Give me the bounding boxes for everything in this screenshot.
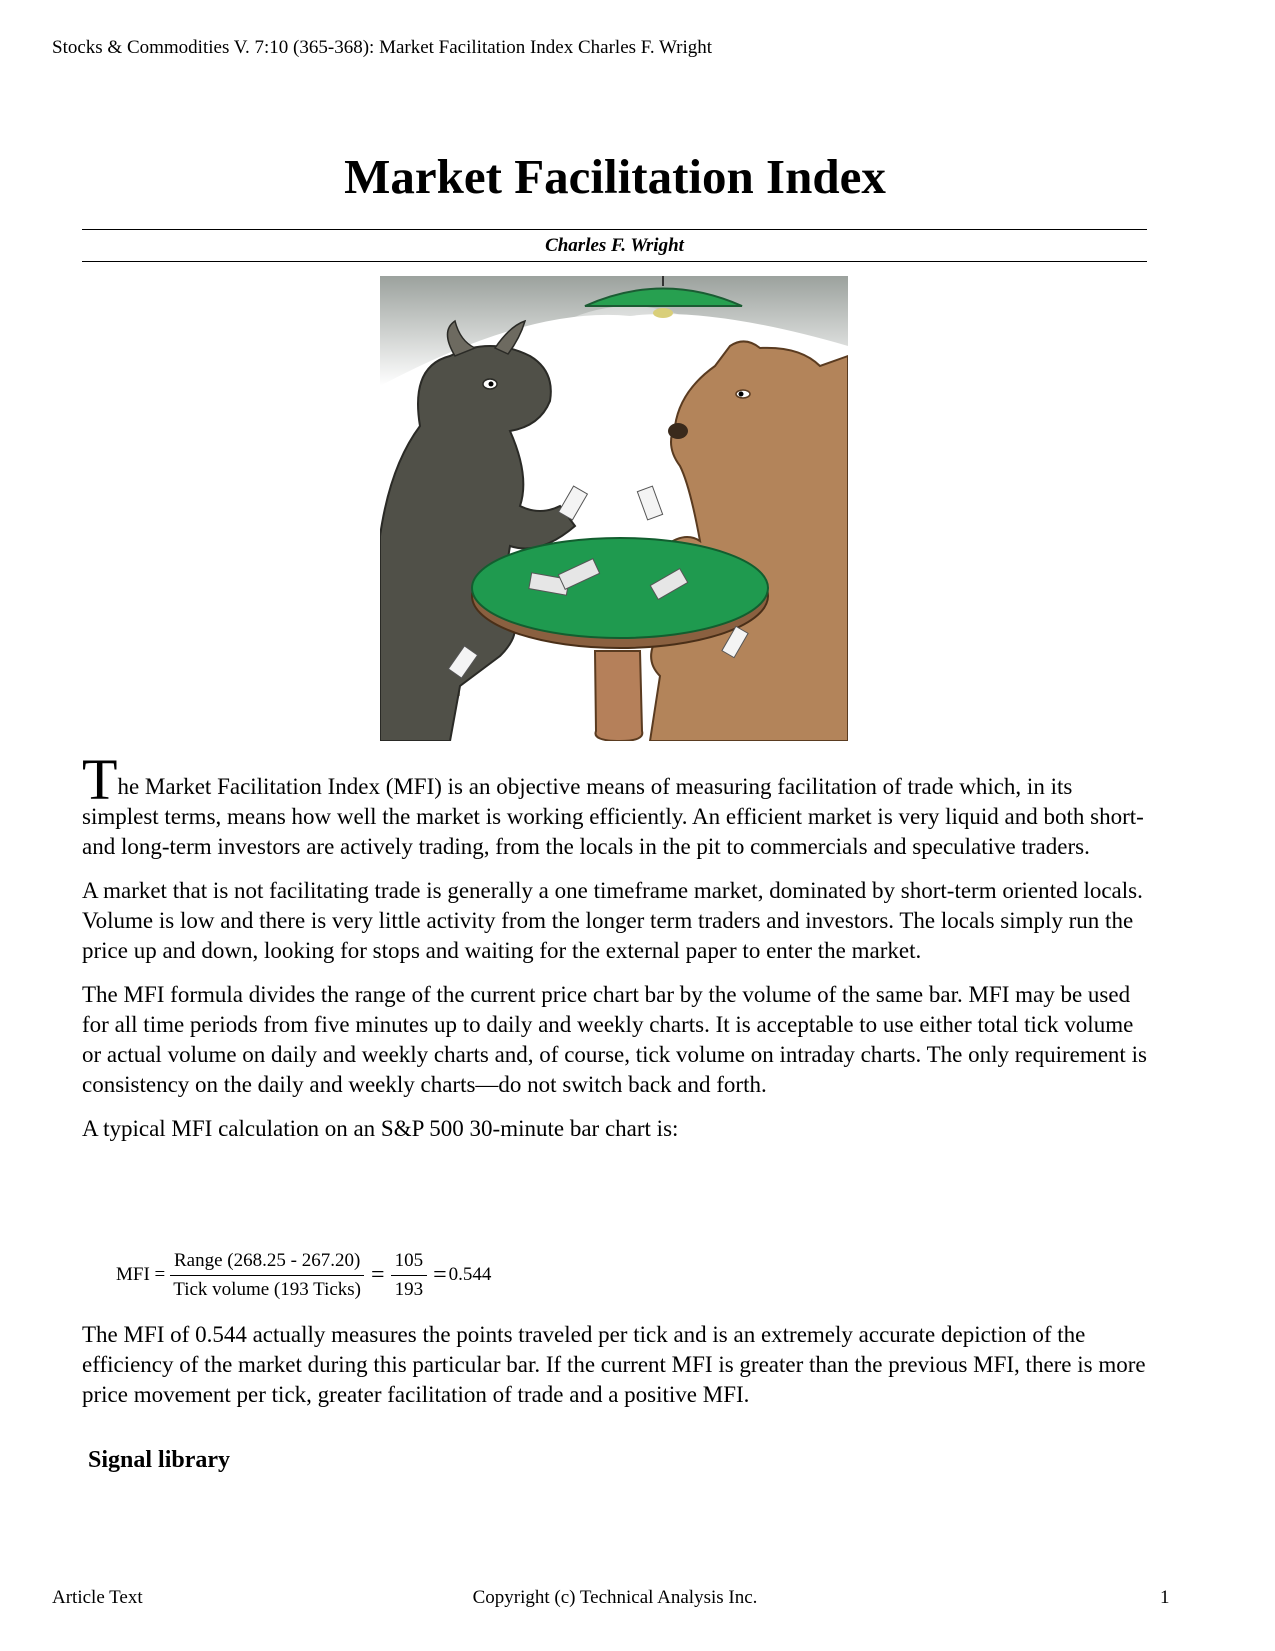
paragraph-1-text: he Market Facilitation Index (MFI) is an objective means of measuring facilitation of trade which, in its simplest terms, means how well the market is working efficiently. An efficient market is very liquid and both short- and long-term investors are actively trading, from the locals in the pit to commercials and speculative traders. [82,774,1144,859]
running-head: Stocks & Commodities V. 7:10 (365-368): Market Facilitation Index Charles F. Wright [52,37,713,58]
footer-left: Article Text [52,1587,143,1608]
formula-lhs: MFI = [116,1264,166,1285]
article-title: Market Facilitation Index [344,149,886,204]
section-heading: Signal library [88,1447,231,1473]
formula-result: 0.544 [448,1264,492,1285]
paragraph-2: A market that is not facilitating trade is generally a one timeframe market, dominated by short-term oriented locals. Volume is low and there is very little activity from the longer term traders and investors. The locals simply run the price up and down, looking for stops and waiting for the external paper to enter the market. [82,878,1143,963]
bull-and-bear-playing-cards-illustration [380,276,848,741]
byline-top-rule [82,229,1147,230]
article-body [82,747,1152,1158]
paragraph-5: The MFI of 0.544 actually measures the points traveled per tick and is an extremely accurate depiction of the efficiency of the market during this particular bar. If the current MFI is greater than the previous MFI, there is more price movement per tick, greater facilitation of trade and a positive MFI. [82,1322,1146,1407]
paragraph-3: The MFI formula divides the range of the current price chart bar by the volume of the same bar. MFI may be used for all time periods from five minutes up to daily and weekly charts. It is acceptable to use either total tick volume or actual volume on daily and weekly charts and, of course, tick volume on intraday charts. The only requirement is consistency on the daily and weekly charts—do not switch back and forth. [82,982,1147,1097]
formula-denominator-value: 193 [394,1278,424,1300]
formula-equals: = [371,1261,385,1288]
formula-equals-result: = [433,1261,447,1288]
formula-numerator-value: 105 [391,1250,428,1276]
page-number: 1 [1160,1587,1170,1608]
formula-fraction-range-over-volume [169,1250,365,1301]
footer-copyright: Copyright (c) Technical Analysis Inc. [472,1587,758,1608]
mfi-formula [116,1245,491,1305]
drop-cap: T [82,747,118,812]
byline-bottom-rule [82,261,1147,262]
article-body-continued [82,1320,1152,1424]
formula-fraction-values [391,1250,428,1301]
paragraph-1 [82,747,1152,862]
author-byline: Charles F. Wright [545,235,684,256]
formula-numerator: Range (268.25 - 267.20) [170,1250,364,1276]
formula-denominator: Tick volume (193 Ticks) [173,1278,362,1300]
paragraph-4: A typical MFI calculation on an S&P 500 30-minute bar chart is: [82,1116,679,1141]
